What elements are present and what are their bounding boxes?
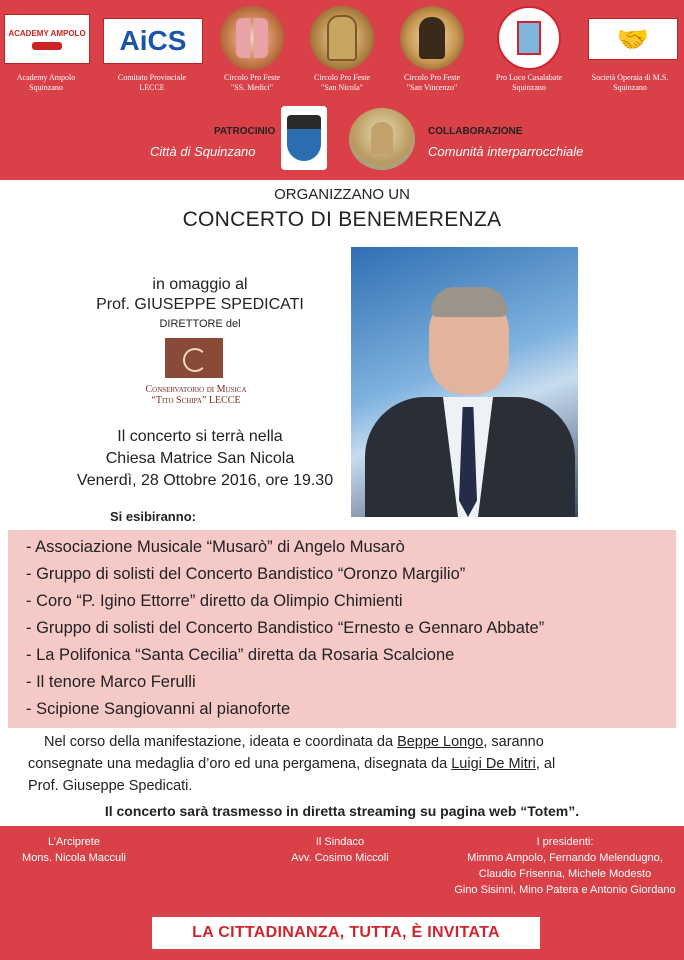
aics-logo-text: AiCS xyxy=(119,25,187,56)
beppe-longo-link: Beppe Longo xyxy=(397,734,484,750)
ss-medici-figures-icon xyxy=(236,18,268,58)
invite-banner xyxy=(152,917,540,949)
performer-item: - Gruppo di solisti del Concerto Bandistico “Ernesto e Gennaro Abbate” xyxy=(26,619,545,637)
san-nicola-caption: Circolo Pro Feste "San Nicola" xyxy=(314,73,370,92)
homage-line3: DIRETTORE del xyxy=(159,318,241,330)
performer-item: - Coro “P. Igino Ettorre” diretto da Olimpio Chimienti xyxy=(26,592,403,610)
academy-ampolo-logo-mark xyxy=(32,42,62,50)
performer-item: - Gruppo di solisti del Concerto Bandistico “Oronzo Margilio” xyxy=(26,565,466,583)
pro-loco-tower-icon xyxy=(517,21,541,55)
patrocinio-sub: Città di Squinzano xyxy=(150,144,256,159)
title-line2: CONCERTO DI BENEMERENZA xyxy=(182,208,502,231)
spiral-icon xyxy=(183,348,207,372)
aics-caption: Comitato Provinciale LECCE xyxy=(117,73,187,92)
conservatorio-line2: “Tito Schipa” LECCE xyxy=(151,395,241,406)
san-nicola-logo xyxy=(310,6,374,70)
performer-item: - Il tenore Marco Ferulli xyxy=(26,673,196,691)
invite-text: LA CITTADINANZA, TUTTA, È INVITATA xyxy=(192,924,500,941)
pro-loco-caption: Pro Loco Casalabate Squinzano xyxy=(495,73,563,92)
streaming-note: Il concerto sarà trasmesso in diretta streaming su pagina web “Totem”. xyxy=(104,803,580,819)
ss-medici-caption: Circolo Pro Feste "SS. Medici" xyxy=(224,73,280,92)
academy-ampolo-logo xyxy=(4,14,90,64)
handshake-icon: 🤝 xyxy=(616,23,650,54)
arciprete-name: Mons. Nicola Macculi xyxy=(22,852,126,864)
ss-medici-logo xyxy=(220,6,284,70)
patrocinio-label: PATROCINIO xyxy=(214,126,276,137)
societa-operaia-logo xyxy=(588,18,678,60)
homage-line1: in omaggio al xyxy=(152,276,248,293)
portrait-photo xyxy=(351,247,578,517)
sindaco-name: Avv. Cosimo Miccoli xyxy=(291,852,389,864)
sindaco-title: Il Sindaco xyxy=(315,836,365,848)
societa-operaia-caption: Società Operaia di M.S. Squinzano xyxy=(591,73,669,92)
eagle-crest-icon xyxy=(287,115,321,161)
homage-line2: Prof. GIUSEPPE SPEDICATI xyxy=(96,296,304,313)
body-line1: Nel corso della manifestazione, ideata e coordinata da Beppe Longo, saranno xyxy=(44,734,544,750)
presidenti-block xyxy=(446,834,684,898)
body-line2: consegnate una medaglia d’oro ed una pergamena, disegnata da Luigi De Mitri, al xyxy=(28,756,556,772)
san-vincenzo-caption: Circolo Pro Feste "San Vincenzo" xyxy=(404,73,460,92)
church-photo xyxy=(349,108,415,170)
presidenti-line3: Gino Sisinni, Mino Patera e Antonio Giordano xyxy=(454,884,676,896)
portrait-hair xyxy=(431,287,507,317)
aics-logo xyxy=(103,18,203,64)
body-line3: Prof. Giuseppe Spedicati. xyxy=(28,778,193,794)
church-icon xyxy=(371,122,393,154)
conservatorio-line1: Conservatorio di Musica xyxy=(145,384,247,395)
san-nicola-figure-icon xyxy=(327,15,357,61)
arciprete-block xyxy=(14,834,134,866)
venue-line1: Il concerto si terrà nella xyxy=(117,428,283,445)
san-vincenzo-logo xyxy=(400,6,464,70)
performer-item: - Associazione Musicale “Musarò” di Angelo Musarò xyxy=(26,538,405,556)
venue-line2: Chiesa Matrice San Nicola xyxy=(105,450,295,467)
academy-ampolo-caption: Academy Ampolo Squinzano xyxy=(16,73,76,92)
header-band xyxy=(0,0,684,180)
squinzano-crest xyxy=(281,106,327,170)
performer-item: - Scipione Sangiovanni al pianoforte xyxy=(26,700,291,718)
performer-item: - La Polifonica “Santa Cecilia” diretta da Rosaria Scalcione xyxy=(26,646,455,664)
conservatorio-name xyxy=(116,384,276,406)
luigi-de-mitri-link: Luigi De Mitri xyxy=(451,756,536,772)
collaborazione-label: COLLABORAZIONE xyxy=(428,126,523,137)
venue-line3: Venerdì, 28 Ottobre 2016, ore 19.30 xyxy=(76,472,334,489)
presidenti-line1: Mimmo Ampolo, Fernando Melendugno, xyxy=(467,852,663,864)
academy-ampolo-logo-text: ACADEMY AMPOLO xyxy=(8,28,86,38)
performers-heading: Si esibiranno: xyxy=(110,509,196,524)
san-vincenzo-figure-icon xyxy=(419,17,445,59)
presidenti-title: I presidenti: xyxy=(536,836,594,848)
performers-box xyxy=(8,530,676,728)
collaborazione-sub: Comunità interparrocchiale xyxy=(428,144,584,159)
conservatorio-logo xyxy=(165,338,223,378)
title-line1: ORGANIZZANO UN xyxy=(274,186,410,203)
sindaco-block xyxy=(280,834,400,866)
pro-loco-logo xyxy=(497,6,561,70)
arciprete-title: L’Arciprete xyxy=(48,836,100,848)
presidenti-line2: Claudio Frisenna, Michele Modesto xyxy=(478,868,652,880)
